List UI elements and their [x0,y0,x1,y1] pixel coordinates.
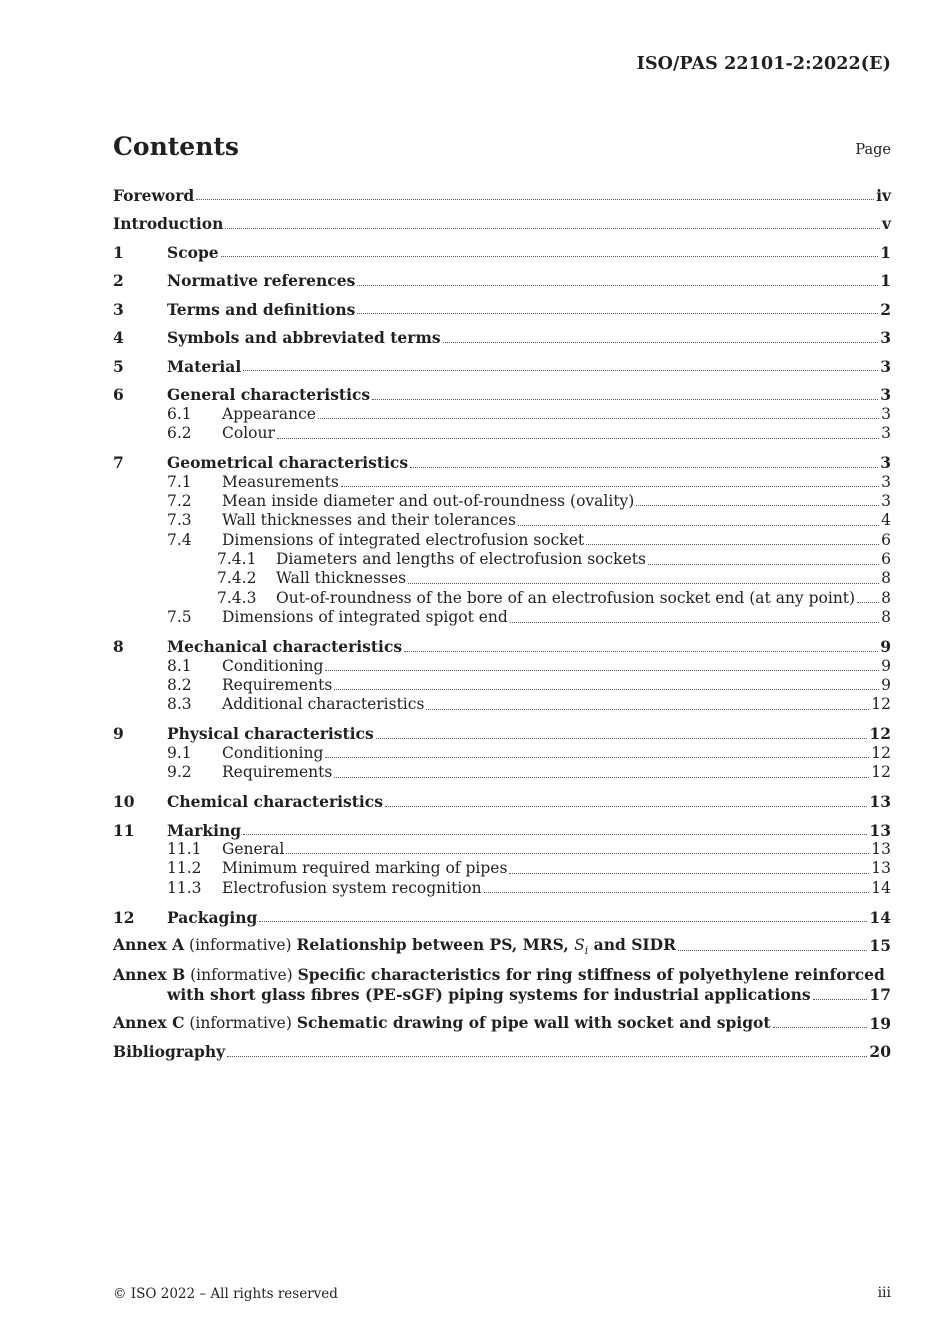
toc-entry-10[interactable] [113,792,891,811]
dot-leader [357,285,878,286]
toc-page: 8 [881,569,891,588]
toc-entry-9[interactable] [113,724,891,743]
dot-leader [857,602,879,603]
toc-number: 1 [113,242,124,262]
toc-page: 3 [881,472,891,491]
toc-title: Introduction [113,214,224,234]
toc-page: 17 [869,985,891,1005]
document-id: ISO/PAS 22101-2:2022(E) [636,54,891,74]
toc-entry-7[interactable] [113,453,891,472]
dot-leader [221,256,879,257]
toc-entry-2[interactable] [113,271,891,290]
toc-number: 7.2 [167,491,192,510]
annex-label: Annex A [113,935,185,955]
toc-entry-5[interactable] [113,357,891,376]
dot-leader [586,544,879,545]
contents-title: Contents [113,132,240,161]
dot-leader [325,757,869,758]
toc-title: Marking [167,820,242,840]
toc-title: Dimensions of integrated electrofusion socket [222,530,585,549]
toc-page: 3 [881,404,891,423]
dot-leader [518,525,879,526]
dot-leader [286,853,869,854]
toc-title: Conditioning [222,743,324,762]
toc-entry-7-3[interactable] [113,511,891,530]
dot-leader [410,467,878,468]
toc-number: 7.4.1 [217,550,257,569]
toc-page: 13 [871,840,891,859]
toc-page: 12 [869,724,891,744]
toc-page: 3 [880,356,891,376]
toc-entry-annex-c[interactable] [113,1014,891,1033]
dot-leader [636,505,879,506]
toc-entry-8-3[interactable] [113,695,891,714]
toc-title: Material [167,356,242,376]
toc-entry-8-1[interactable] [113,657,891,676]
toc-entry-introduction[interactable] [113,214,891,233]
toc-entry-annex-b[interactable] [113,965,891,1005]
dot-leader [426,709,869,710]
toc-entry-7-4-2[interactable] [113,570,891,589]
toc-page: 4 [881,511,891,530]
toc-number: 8 [113,637,124,657]
toc-page: 2 [880,299,891,319]
annex-label: Annex B [113,964,186,984]
toc-page: 6 [881,530,891,549]
toc-title: Normative references [167,271,356,291]
toc-page: 9 [881,676,891,695]
toc-title: Symbols and abbreviated terms [167,328,441,348]
toc-title: General [222,840,285,859]
dot-leader [243,834,867,835]
dot-leader [372,399,878,400]
toc-entry-annex-a[interactable] [113,935,891,958]
toc-number: 10 [113,792,135,812]
toc-entry-4[interactable] [113,328,891,347]
dot-leader [227,1056,867,1057]
toc-number: 5 [113,356,124,376]
dot-leader [325,670,879,671]
annex-title-post: and SIDR [588,935,676,955]
toc-page: 8 [881,588,891,607]
toc-entry-8[interactable] [113,637,891,656]
toc-title: Mean inside diameter and out-of-roundness (ovality) [222,491,635,510]
toc-entry-12[interactable] [113,908,891,927]
toc-entry-7-1[interactable] [113,473,891,492]
toc-title: Mechanical characteristics [167,637,403,657]
annex-type: (informative) [184,1013,297,1032]
toc-page: 6 [881,550,891,569]
toc-entry-11-3[interactable] [113,879,891,898]
toc-page: 9 [880,637,891,657]
toc-page: 1 [880,242,891,262]
toc-title: Electrofusion system recognition [222,878,482,897]
dot-leader [813,999,868,1000]
toc-number: 7.1 [167,472,192,491]
toc-page: 19 [869,1013,891,1033]
toc-title: Minimum required marking of pipes [222,859,508,878]
toc-page: 15 [869,936,891,956]
toc-page: 13 [869,820,891,840]
toc-number: 11.1 [167,840,202,859]
toc-page: 14 [869,907,891,927]
toc-number: 7.4 [167,530,192,549]
toc-entry-6-2[interactable] [113,424,891,443]
annex-title: Schematic drawing of pipe wall with socket and spigot [296,1012,771,1032]
toc-title: Requirements [222,676,333,695]
copyright-notice: © ISO 2022 – All rights reserved [113,1286,338,1302]
toc-entry-11[interactable] [113,821,891,840]
dot-leader [334,777,869,778]
dot-leader [404,651,878,652]
annex-title-line1: Specific characteristics for ring stiffness of polyethylene reinforced [297,964,885,984]
toc-number: 2 [113,271,124,291]
toc-number: 6.1 [167,404,192,423]
toc-entry-6-1[interactable] [113,405,891,424]
toc-entry-11-1[interactable] [113,840,891,859]
toc-page: 20 [869,1042,891,1062]
toc-entry-7-5[interactable] [113,608,891,627]
toc-page: 8 [881,608,891,627]
dot-leader [509,873,869,874]
dot-leader [259,921,867,922]
toc-title: Conditioning [222,656,324,675]
toc-title: General characteristics [167,385,371,405]
toc-number: 9 [113,724,124,744]
dot-leader [318,418,879,419]
toc-entry-7-2[interactable] [113,492,891,511]
toc-number: 11 [113,820,135,840]
toc-title: Out-of-roundness of the bore of an electrofusion socket end (at any point) [276,588,856,607]
toc-page: 14 [871,878,891,897]
toc-title: Physical characteristics [167,724,374,744]
toc-entry-9-2[interactable] [113,763,891,782]
toc-title: Diameters and lengths of electrofusion sockets [276,550,646,569]
toc-number: 7.3 [167,511,192,530]
dot-leader [277,438,879,439]
toc-title [113,935,676,958]
math-subscript-i: i [584,944,589,958]
toc-page: 12 [871,763,891,782]
toc-entry-8-2[interactable] [113,676,891,695]
toc-entry-foreword[interactable] [113,186,891,205]
toc-number: 8.3 [167,695,192,714]
toc-number: 3 [113,299,124,319]
toc-page: 13 [869,792,891,812]
annex-type: (informative) [184,936,297,955]
toc-number: 9.1 [167,743,192,762]
toc-page: 12 [871,695,891,714]
toc-number: 12 [113,907,135,927]
page-number: iii [877,1285,891,1301]
toc-number: 9.2 [167,763,192,782]
toc-number: 6.2 [167,424,192,443]
toc-title: Dimensions of integrated spigot end [222,608,508,627]
toc-number: 7.4.3 [217,588,257,607]
toc-page: 3 [880,453,891,473]
table-of-contents [113,186,891,1062]
toc-entry-bibliography[interactable] [113,1042,891,1061]
dot-leader [443,342,879,343]
toc-page: 3 [881,424,891,443]
dot-leader [408,583,879,584]
toc-entry-6[interactable] [113,385,891,404]
toc-entry-9-1[interactable] [113,744,891,763]
toc-title [113,1013,771,1033]
toc-entry-11-2[interactable] [113,859,891,878]
annex-label: Annex C [113,1012,185,1032]
math-symbol-s: S [574,936,585,955]
toc-title: Wall thicknesses and their tolerances [222,511,516,530]
toc-title: Bibliography [113,1042,226,1062]
toc-number: 6 [113,385,124,405]
toc-page: 12 [871,743,891,762]
toc-title: Terms and definitions [167,299,356,319]
dot-leader [225,228,880,229]
annex-title-pre: Relationship between PS, MRS, [296,935,575,955]
annex-title-line2: with short glass fibres (PE-sGF) piping systems for industrial applications [167,985,811,1005]
page-column-label: Page [855,142,891,158]
toc-number: 7.5 [167,608,192,627]
dot-leader [385,806,867,807]
dot-leader [341,486,879,487]
toc-number: 8.1 [167,656,192,675]
toc-title: Additional characteristics [222,695,425,714]
toc-title: Packaging [167,907,258,927]
dot-leader [196,199,874,200]
toc-page: iv [876,185,891,205]
toc-title: Appearance [222,404,316,423]
toc-entry-7-4-3[interactable] [113,589,891,608]
dot-leader [484,892,870,893]
toc-title: Colour [222,424,275,443]
dot-leader [243,370,878,371]
toc-title: Foreword [113,185,195,205]
toc-page: v [881,214,891,234]
toc-page: 3 [881,491,891,510]
toc-title: Scope [167,242,219,262]
toc-number: 7 [113,453,124,473]
toc-number: 11.2 [167,859,202,878]
toc-entry-1[interactable] [113,243,891,262]
toc-page: 1 [880,271,891,291]
toc-page: 3 [880,328,891,348]
dot-leader [648,564,879,565]
toc-number: 7.4.2 [217,569,257,588]
toc-title: Requirements [222,763,333,782]
toc-title: Measurements [222,472,339,491]
dot-leader [376,738,868,739]
dot-leader [357,313,878,314]
toc-number: 4 [113,328,124,348]
toc-page: 13 [871,859,891,878]
dot-leader [334,689,879,690]
toc-title: Geometrical characteristics [167,453,409,473]
toc-number: 8.2 [167,676,192,695]
toc-entry-7-4[interactable] [113,531,891,550]
toc-title: Chemical characteristics [167,792,383,812]
dot-leader [678,950,867,951]
annex-type: (informative) [185,965,298,984]
dot-leader [510,622,879,623]
toc-page: 9 [881,656,891,675]
toc-entry-7-4-1[interactable] [113,550,891,569]
dot-leader [773,1027,868,1028]
toc-page: 3 [880,385,891,405]
toc-entry-3[interactable] [113,300,891,319]
toc-number: 11.3 [167,878,202,897]
toc-title: Wall thicknesses [276,569,407,588]
